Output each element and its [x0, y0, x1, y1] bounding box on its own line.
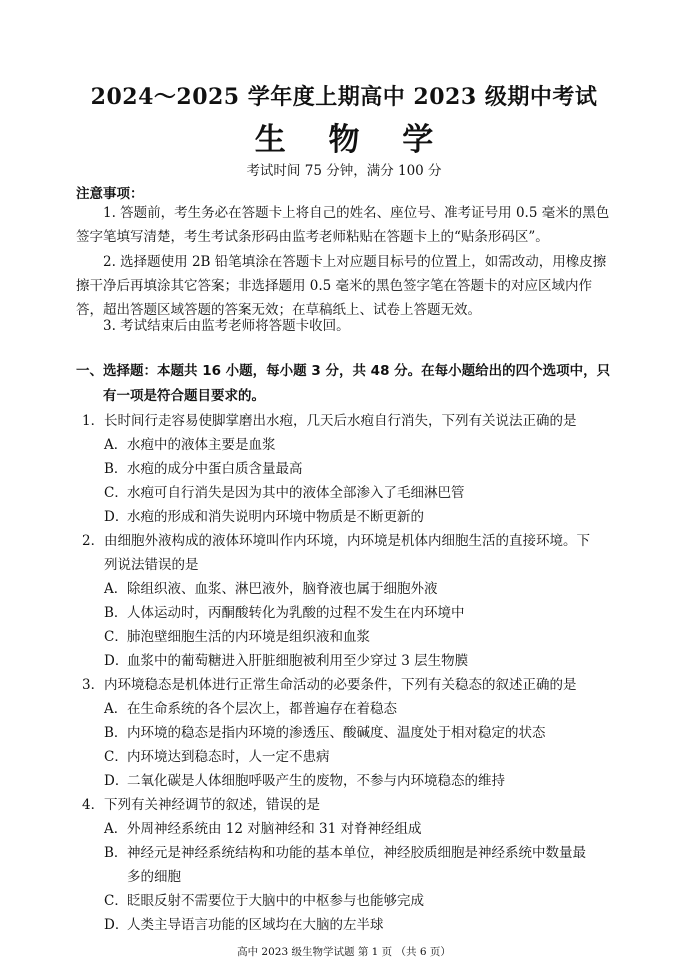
question-4-option-b: B．神经元是神经系统结构和功能的基本单位，神经胶质细胞是神经系统中数量最 多的细胞 — [104, 845, 586, 885]
question-1-stem: 长时间行走容易使脚掌磨出水疱，几天后水疱自行消失，下列有关说法正确的是 — [104, 413, 577, 429]
question-1 — [82, 409, 616, 433]
question-4-option-c: C．眨眼反射不需要位于大脑中的中枢参与也能够完成 — [104, 893, 424, 909]
question-2 — [82, 529, 616, 577]
question-3-option-a: A．在生命系统的各个层次上，都普遍存在着稳态 — [104, 701, 397, 717]
question-3-option-b: B．内环境的稳态是指内环境的渗透压、酸碱度、温度处于相对稳定的状态 — [104, 725, 546, 741]
section-1-line-1: 一、选择题：本题共 16 小题，每小题 3 分，共 48 分。在每小题给出的四个选项中，只 — [76, 363, 611, 379]
question-2-option-a: A．除组织液、血浆、淋巴液外，脑脊液也属于细胞外液 — [104, 581, 438, 597]
question-2-stem-line-2: 列说法错误的是 — [104, 557, 199, 573]
notice-item-1-line-1: 1. 答题前，考生务必在答题卡上将自己的姓名、座位号、准考证号用 0.5 毫米的黑色 — [103, 205, 610, 221]
notice-item-3-line-1: 3. 考试结束后由监考老师将答题卡收回。 — [103, 318, 350, 334]
question-3 — [82, 673, 616, 697]
notice-item-2 — [76, 250, 616, 322]
question-2-option-d: D．血浆中的葡萄糖进入肝脏细胞被利用至少穿过 3 层生物膜 — [104, 653, 469, 669]
section-1-line-2: 有一项是符合题目要求的。 — [103, 388, 265, 404]
question-3-option-d: D．二氧化碳是人体细胞呼吸产生的废物，不参与内环境稳态的维持 — [104, 773, 505, 789]
question-3-option-c: C．内环境达到稳态时，人一定不患病 — [104, 749, 330, 765]
question-4-option-a: A．外周神经系统由 12 对脑神经和 31 对脊神经组成 — [104, 821, 422, 837]
question-1-option-c: C．水疱可自行消失是因为其中的液体全部渗入了毛细淋巴管 — [104, 485, 465, 501]
section-1-header — [76, 359, 616, 409]
exam-info: 考试时间 75 分钟，满分 100 分 — [246, 163, 442, 179]
question-2-stem-line-1: 由细胞外液构成的液体环境叫作内环境，内环境是机体内细胞生活的直接环境。下 — [104, 533, 590, 549]
page-footer: 高中 2023 级生物学试题 第 1 页 （共 6 页） — [237, 946, 451, 958]
question-1-number: 1． — [82, 413, 105, 429]
notice-item-2-line-2: 擦干净后再填涂其它答案；非选择题用 0.5 毫米的黑色签字笔在答题卡的对应区域内作 — [76, 278, 593, 294]
question-2-option-c: C．肺泡壁细胞生活的内环境是组织液和血浆 — [104, 629, 370, 645]
notice-title: 注意事项： — [76, 186, 144, 202]
notice-item-1 — [76, 201, 616, 249]
question-1-option-b: B．水疱的成分中蛋白质含量最高 — [104, 461, 303, 477]
notice-item-2-line-3: 答，超出答题区域答题的答案无效；在草稿纸上、试卷上答题无效。 — [76, 302, 481, 318]
question-3-stem: 内环境稳态是机体进行正常生命活动的必要条件，下列有关稳态的叙述正确的是 — [104, 677, 577, 693]
question-2-option-b: B．人体运动时，丙酮酸转化为乳酸的过程不发生在内环境中 — [104, 605, 465, 621]
notice-item-1-line-2: 签字笔填写清楚，考生考试条形码由监考老师粘贴在答题卡上的“贴条形码区”。 — [76, 229, 549, 245]
question-3-number: 3． — [82, 677, 105, 693]
question-2-number: 2． — [82, 533, 105, 549]
question-1-option-d: D．水疱的形成和消失说明内环境中物质是不断更新的 — [104, 509, 424, 525]
notice-item-3 — [76, 314, 616, 338]
question-4-number: 4． — [82, 797, 105, 813]
question-4 — [82, 793, 616, 817]
subject-title: 生 物 学 — [254, 122, 450, 158]
question-4-option-d: D．人类主导语言功能的区域均在大脑的左半球 — [104, 917, 384, 933]
question-4-stem: 下列有关神经调节的叙述，错误的是 — [104, 797, 320, 813]
exam-title: 2024～2025 学年度上期高中 2023 级期中考试 — [90, 84, 598, 110]
question-1-option-a: A．水疱中的液体主要是血浆 — [104, 437, 276, 453]
notice-item-2-line-1: 2. 选择题使用 2B 铅笔填涂在答题卡上对应题目标号的位置上，如需改动，用橡皮擦 — [103, 254, 607, 270]
